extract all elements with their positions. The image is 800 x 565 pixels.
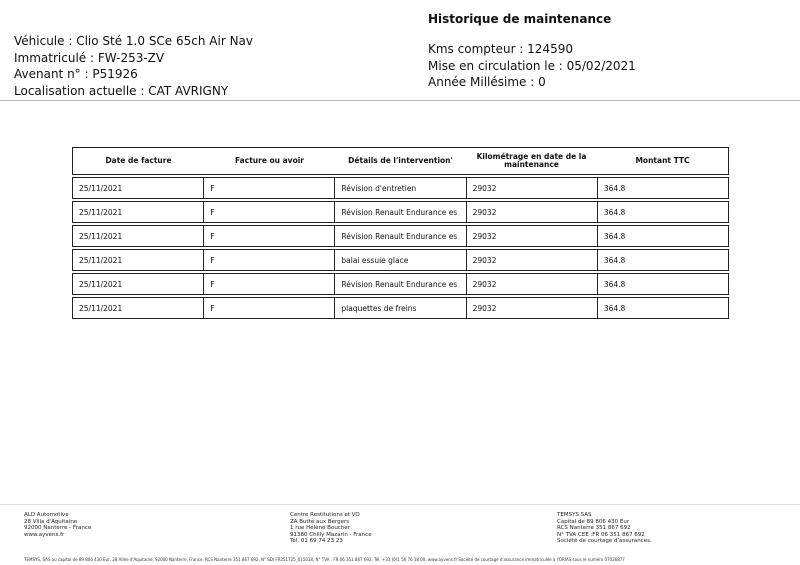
vehicle-info (14, 33, 253, 99)
table-row (72, 273, 729, 295)
col-header-type: Facture ou avoir (235, 156, 304, 165)
cell-type: F (203, 274, 334, 294)
footer-divider (0, 504, 800, 505)
cell-amount: 364.8 (597, 202, 728, 222)
table-row (72, 297, 729, 319)
table-row (72, 177, 729, 199)
table-row (72, 201, 729, 223)
footer-center-name: Centre Restitutions et VO (290, 512, 360, 518)
cell-mileage: 29032 (466, 178, 597, 198)
cell-details: Révision d'entretien (334, 178, 465, 198)
cell-details: balai essuie glace (334, 250, 465, 270)
cell-date: 25/11/2021 (79, 255, 123, 265)
footer-company-name: ALD Automotive (24, 512, 69, 518)
footer-temsys-name: TEMSYS SAS (557, 512, 592, 518)
table-row (72, 225, 729, 247)
footer-temsys (557, 512, 652, 545)
footer-temsys-capital: Capital de 89 806 430 Eur (557, 518, 630, 525)
cell-date: 25/11/2021 (79, 207, 123, 217)
footer-center-city: 91380 Chilly Mazarin - France (290, 531, 372, 538)
col-header-amount: Montant TTC (635, 156, 690, 165)
col-header-mileage: Kilométrage en date de la maintenance (476, 152, 587, 169)
table-row (72, 249, 729, 271)
footer-temsys-vat: N° TVA CEE :FR 06 351 867 692 (557, 531, 645, 538)
maintenance-table (72, 147, 729, 319)
cell-details: Révision Renault Endurance es (334, 226, 465, 246)
vehicle-model: Véhicule : Clio Sté 1.0 SCe 65ch Air Nav (14, 34, 254, 48)
cell-date: 25/11/2021 (79, 231, 123, 241)
cell-mileage: 29032 (466, 226, 597, 246)
cell-type: F (203, 226, 334, 246)
cell-amount: 364.8 (597, 250, 728, 270)
cell-mileage: 29032 (466, 202, 597, 222)
footer-center-zone: ZA Butte aux Bergers (290, 518, 350, 525)
table-header (72, 147, 729, 175)
odometer: Kms compteur : 124590 (428, 42, 573, 56)
vehicle-contract: Avenant n° : P51926 (14, 67, 138, 81)
cell-date: 25/11/2021 (79, 303, 123, 313)
vehicle-location: Localisation actuelle : CAT AVRIGNY (14, 83, 229, 98)
cell-details: plaquettes de freins (334, 298, 465, 318)
footer-center-street: 1 rue Hélène Boucher (290, 525, 350, 532)
maintenance-info (428, 41, 636, 91)
header-divider (0, 100, 800, 101)
cell-type: F (203, 178, 334, 198)
cell-mileage: 29032 (466, 298, 597, 318)
cell-mileage: 29032 (466, 250, 597, 270)
cell-date: 25/11/2021 (79, 279, 123, 289)
footer-center (290, 512, 372, 545)
legal-notice: TEMSYS, SAS au capital de 89 806 430 Eur, 28 Allée d'Aquitaine, 92000 Nanterre, France. RCS Nanterre 351 867 692, N° SDI FR251725_015018, N° TVA : FR 06 351 867 692, Tél. +33 (0)1 56 76 18 00, www.ayvens.fr Société de courtage d'assurance immatriculée à l'ORIAS sous le numéro 07026877 (24, 557, 625, 562)
cell-type: F (203, 202, 334, 222)
cell-type: F (203, 298, 334, 318)
cell-mileage: 29032 (466, 274, 597, 294)
footer-center-phone: Tél. 01 69 74 23 23 (290, 538, 343, 545)
page-title: Historique de maintenance (428, 12, 612, 26)
cell-type: F (203, 250, 334, 270)
cell-date: 25/11/2021 (79, 183, 123, 193)
footer-temsys-type: Société de courtage d'assurances. (557, 538, 652, 545)
model-year: Année Millésime : 0 (428, 75, 546, 89)
cell-amount: 364.8 (597, 274, 728, 294)
cell-amount: 364.8 (597, 226, 728, 246)
cell-amount: 364.8 (597, 178, 728, 198)
col-header-details: Détails de l'intervention' (348, 156, 453, 165)
cell-details: Révision Renault Endurance es (334, 274, 465, 294)
vehicle-plate: Immatriculé : FW-253-ZV (14, 50, 165, 65)
cell-amount: 364.8 (597, 298, 728, 318)
footer-company-city: 92000 Nanterre - France (24, 525, 92, 532)
footer-company-street: 28 Villa d'Aquitaine (24, 518, 78, 525)
footer-company-website: www.ayvens.fr (24, 531, 65, 538)
registration-date: Mise en circulation le : 05/02/2021 (428, 58, 636, 73)
col-header-date: Date de facture (105, 156, 172, 165)
footer-temsys-rcs: RCS Nanterre 351 867 692 (557, 525, 631, 532)
cell-details: Révision Renault Endurance es (334, 202, 465, 222)
footer-company (24, 512, 91, 538)
